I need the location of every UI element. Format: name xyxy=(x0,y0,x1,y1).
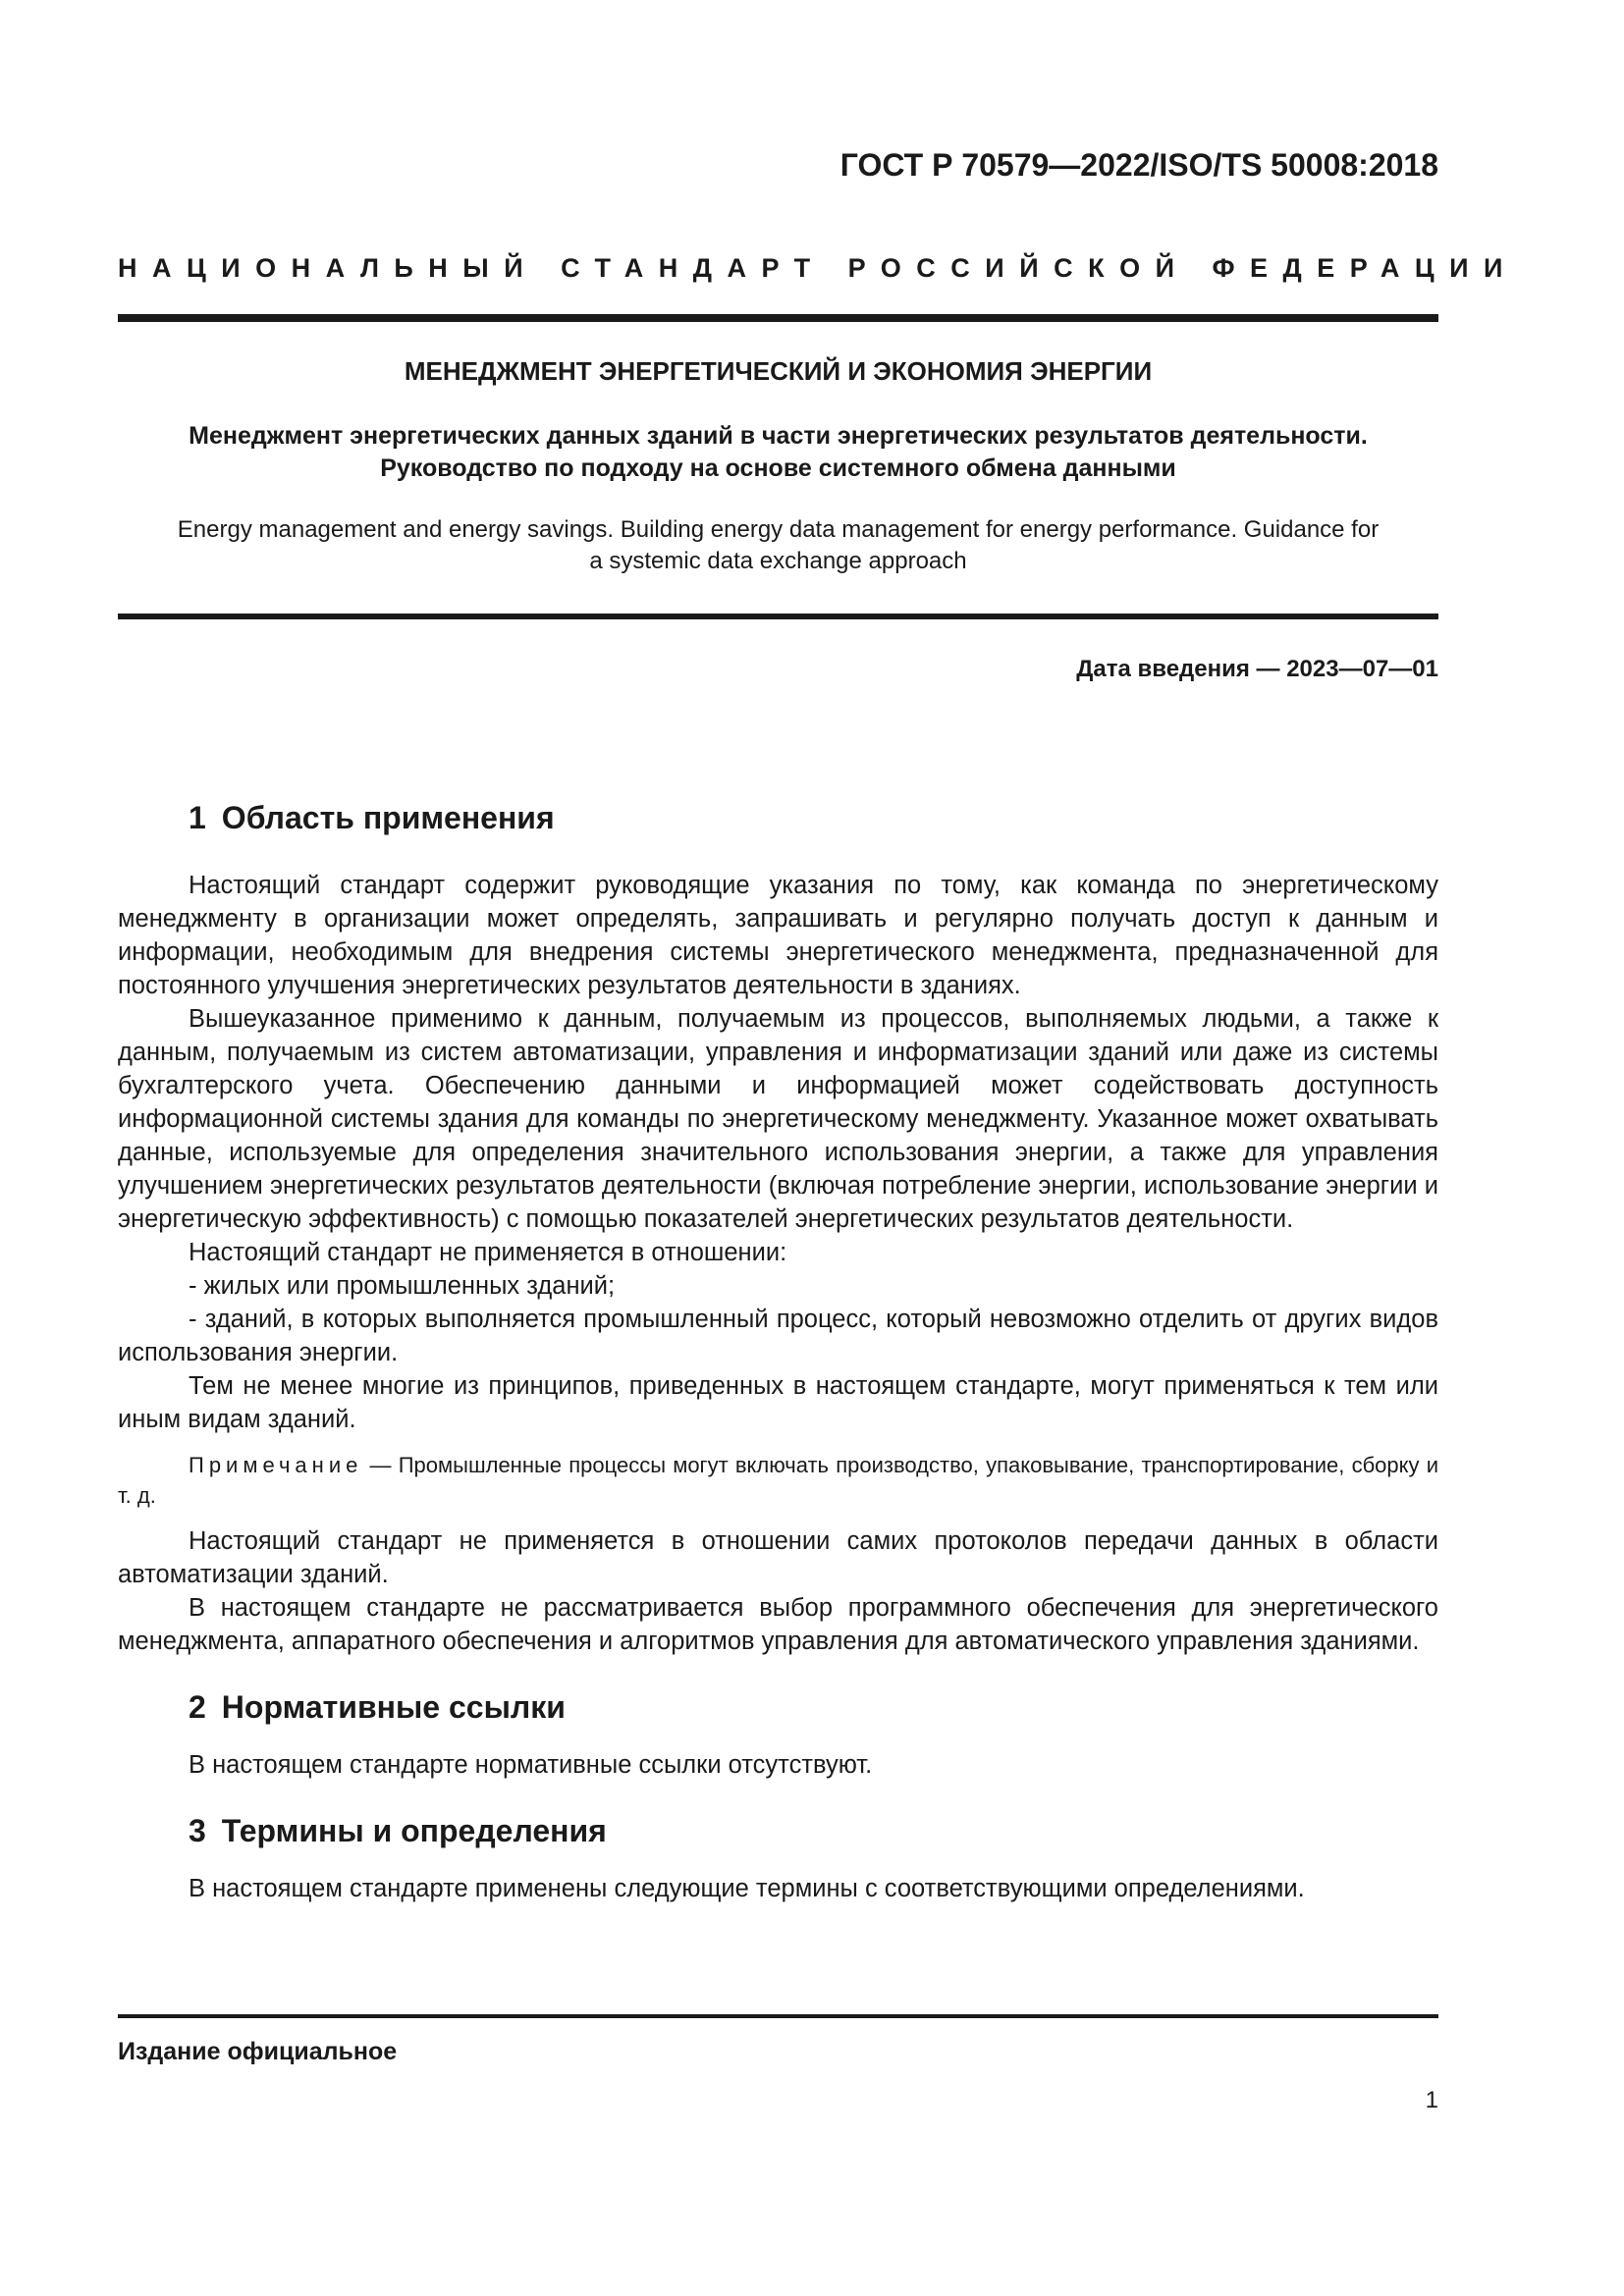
document-body xyxy=(118,798,1438,1905)
main-title: МЕНЕДЖМЕНТ ЭНЕРГЕТИЧЕСКИЙ И ЭКОНОМИЯ ЭНЕРГИИ xyxy=(404,356,1153,386)
paragraph: Настоящий стандарт не применяется в отношении: xyxy=(189,1239,787,1266)
paragraph: Настоящий стандарт не применяется в отношении самих протоколов передачи данных в области автоматизации зданий. xyxy=(118,1527,1438,1588)
paragraph: В настоящем стандарте нормативные ссылки отсутствуют. xyxy=(189,1751,873,1779)
section-number: 2 xyxy=(189,1689,206,1725)
section-3-heading xyxy=(118,1811,1438,1850)
english-title-line-1: Energy management and energy savings. Building energy data management for energy performance. Guidance for xyxy=(177,516,1380,543)
section-title: Область применения xyxy=(221,800,555,835)
english-title-line-2: a systemic data exchange approach xyxy=(589,548,967,574)
top-rule xyxy=(118,314,1438,322)
section-1-heading xyxy=(118,798,1438,837)
subtitle xyxy=(118,420,1438,485)
intro-date: Дата введения — 2023—07—01 xyxy=(1076,656,1438,682)
note xyxy=(118,1450,1438,1511)
english-title xyxy=(118,514,1438,577)
paragraph: Вышеуказанное применимо к данным, получаемым из процессов, выполняемых людьми, а также к данным, получаемым из систем автоматизации, управления и информатизации зданий или даже из системы бухгалтерского учета. Обеспечению данными и информацией может содействовать доступность информационной системы здания для команды по энергетическому менеджменту. Указанное может охватывать данные, используемые для определения значительного использования энергии, а также для управления улучшением энергетических результатов деятельности (включая потребление энергии, использование энергии и энергетическую эффективность) с помощью показателей энергетических результатов деятельности. xyxy=(118,1005,1438,1233)
footer-rule xyxy=(118,2014,1438,2018)
paragraph: В настоящем стандарте не рассматривается выбор программного обеспечения для энергетического менеджмента, аппаратного обеспечения и алгоритмов управления для автоматического управления зданиями. xyxy=(118,1594,1438,1655)
section-number: 3 xyxy=(189,1813,206,1848)
subtitle-line-1: Менеджмент энергетических данных зданий в части энергетических результатов деятельности. xyxy=(189,422,1368,450)
section-2-heading xyxy=(118,1687,1438,1727)
list-item: - зданий, в которых выполняется промышленный процесс, который невозможно отделить от других видов использования энергии. xyxy=(118,1306,1438,1366)
section-title: Термины и определения xyxy=(221,1813,607,1848)
paragraph: В настоящем стандарте применены следующие термины с соответствующими определениями. xyxy=(189,1875,1305,1902)
section-number: 1 xyxy=(189,800,206,835)
document-code: ГОСТ Р 70579—2022/ISO/TS 50008:2018 xyxy=(839,147,1438,183)
paragraph: Настоящий стандарт содержит руководящие указания по тому, как команда по энергетическому менеджменту в организации может определять, запрашивать и регулярно получать доступ к данным и информации, необходимым для внедрения системы энергетического менеджмента, предназначенной для постоянного улучшения энергетических результатов деятельности в зданиях. xyxy=(118,872,1438,999)
official-edition-label: Издание официальное xyxy=(118,2038,398,2065)
paragraph: Тем не менее многие из принципов, приведенных в настоящем стандарте, могут применяться к тем или иным видам зданий. xyxy=(118,1372,1438,1433)
subtitle-line-2: Руководство по подходу на основе системного обмена данными xyxy=(380,454,1176,482)
title-rule xyxy=(118,614,1438,619)
note-text: — Промышленные процессы могут включать производство, упаковывание, транспортирование, сборку и т. д. xyxy=(118,1453,1438,1508)
national-standard-label: НАЦИОНАЛЬНЫЙ СТАНДАРТ РОССИЙСКОЙ ФЕДЕРАЦИИ xyxy=(118,253,1518,283)
list-item: - жилых или промышленных зданий; xyxy=(189,1272,616,1300)
page-number: 1 xyxy=(1425,2087,1438,2113)
note-label: Примечание xyxy=(189,1453,363,1477)
section-title: Нормативные ссылки xyxy=(221,1689,566,1725)
